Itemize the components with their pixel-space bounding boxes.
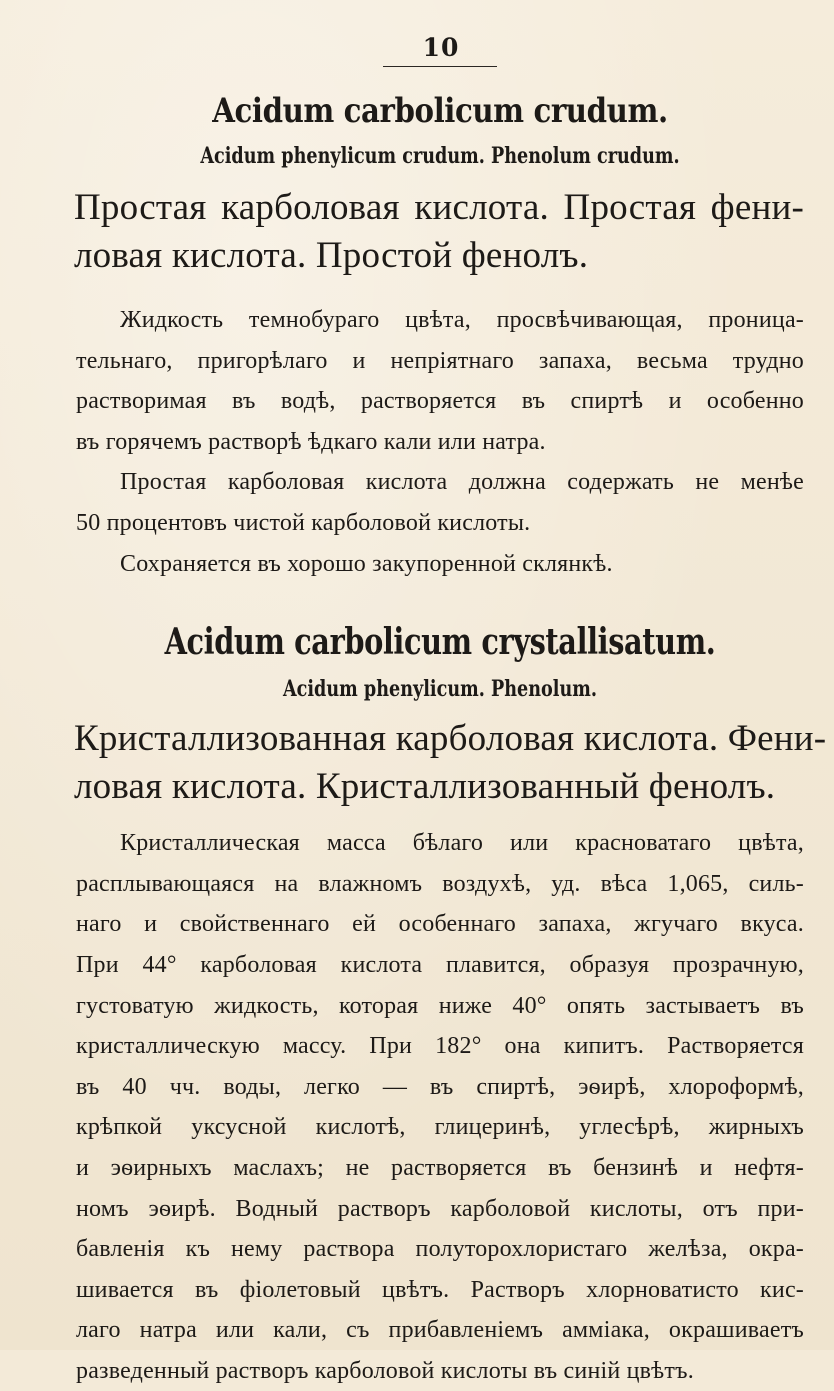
russian-title [74, 184, 804, 280]
paragraph [76, 544, 804, 585]
paragraph-line: въ горячемъ растворѣ ѣдкаго кали или натра. [76, 428, 546, 455]
page-number-rule [383, 66, 497, 67]
paragraph-line: въ 40 чч. воды, легко — въ спиртѣ, эѳирѣ, хлороформѣ, [76, 1073, 804, 1100]
russian-title-line: ловая кислота. Кристаллизованный фенолъ. [74, 766, 776, 808]
paragraph [76, 300, 804, 462]
section-acidum-carbolicum-crudum [76, 91, 804, 584]
russian-title-line: Простая карболовая кислота. Простая фени- [74, 187, 804, 228]
paragraph-line: шивается въ фіолетовый цвѣтъ. Растворъ хлорноватисто кис- [76, 1276, 804, 1303]
latin-synonyms: Acidum phenylicum crudum. Phenolum crudum. [200, 143, 680, 169]
paragraph [76, 462, 804, 543]
paragraph-line: лаго натра или кали, съ прибавленіемъ амміака, окрашиваетъ [76, 1317, 804, 1344]
paragraph-line: Простая карболовая кислота должна содержать не менѣе [120, 469, 804, 496]
latin-title: Acidum carbolicum crystallisatum. [164, 621, 716, 664]
paragraph-line: тельнаго, пригорѣлаго и непріятнаго запаха, весьма трудно [76, 347, 804, 374]
section-acidum-carbolicum-crystallisatum [74, 621, 827, 1391]
russian-title-line: ловая кислота. Простой фенолъ. [74, 235, 589, 276]
paragraph-line: бавленія къ нему раствора полуторохлористаго желѣза, окра- [76, 1236, 804, 1263]
paragraph-line: наго и свойственнаго ей особеннаго запаха, жгучаго вкуса. [76, 911, 804, 938]
paragraph-line: расплывающаяся на влажномъ воздухѣ, уд. вѣса 1,065, силь- [76, 870, 804, 897]
paragraph [76, 823, 804, 1391]
latin-synonyms: Acidum phenylicum. Phenolum. [283, 676, 597, 703]
page-number: 10 [422, 33, 460, 62]
russian-title-line: Кристаллизованная карболовая кислота. Фени- [74, 718, 827, 760]
paragraph-line: разведенный растворъ карболовой кислоты въ синій цвѣтъ. [76, 1357, 694, 1384]
paragraph-line: и эѳирныхъ маслахъ; не растворяется въ бензинѣ и нефтя- [76, 1154, 804, 1181]
paragraph-line: растворимая въ водѣ, растворяется въ спиртѣ и особенно [76, 388, 804, 415]
paragraph-line: Жидкость темнобураго цвѣта, просвѣчивающая, проница- [120, 307, 804, 333]
paragraph-line: Кристаллическая масса бѣлаго или красноватаго цвѣта, [120, 830, 804, 857]
paragraph-line: 50 процентовъ чистой карболовой кислоты. [76, 509, 531, 536]
paragraph-line: кристаллическую массу. При 182° она кипитъ. Растворяется [76, 1033, 804, 1060]
paragraph-line: густоватую жидкость, которая ниже 40° опять застываетъ въ [76, 992, 804, 1019]
paragraph-line: крѣпкой уксусной кислотѣ, глицеринѣ, углесѣрѣ, жирныхъ [76, 1114, 804, 1141]
russian-title [74, 715, 827, 811]
paragraph-line: Сохраняется въ хорошо закупоренной склянкѣ. [120, 550, 613, 577]
paragraph-line: номъ эѳирѣ. Водный растворъ карболовой кислоты, отъ при- [76, 1195, 804, 1222]
latin-title: Acidum carbolicum crudum. [212, 91, 668, 131]
paragraph-line: При 44° карболовая кислота плавится, образуя прозрачную, [76, 951, 804, 978]
